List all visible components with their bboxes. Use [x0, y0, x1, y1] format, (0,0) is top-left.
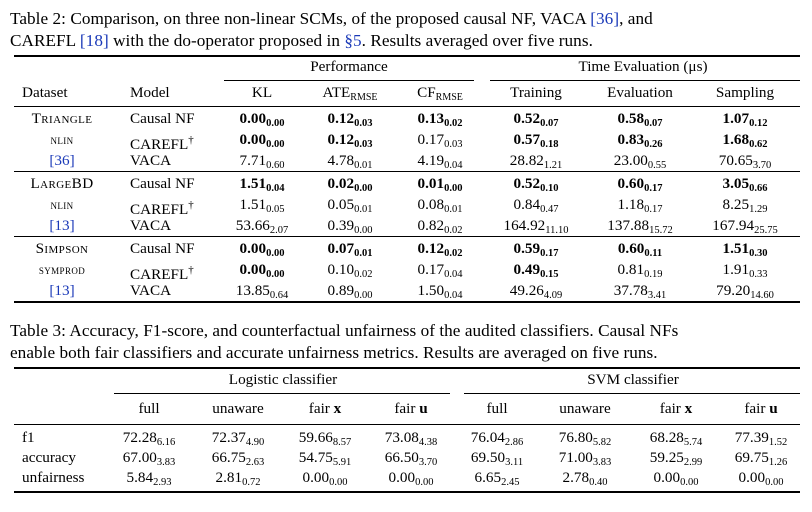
metric-value: $37.78_{3.41}$ [613, 282, 667, 301]
dataset-citation[interactable]: [36] [49, 152, 75, 169]
table2-group-rule-2 [14, 236, 800, 237]
metric-value: $54.75_{5.91}$ [298, 449, 352, 468]
metric-value: $71.00_{3.83}$ [558, 449, 612, 468]
metric-value: $0.00_{0.00}$ [653, 469, 699, 488]
metric-value: $0.02_{0.00}$ [327, 175, 373, 194]
model-name: CAREFL† [130, 264, 194, 283]
header-training: Training [510, 84, 562, 101]
table2-header-rule [14, 106, 800, 107]
metric-value: $0.00_{0.00}$ [388, 469, 434, 488]
metric-value: $6.65_{2.45}$ [474, 469, 520, 488]
header-sampling: Sampling [715, 84, 775, 101]
metric-value: $1.51_{0.05}$ [239, 196, 285, 215]
metric-value: $0.10_{0.02}$ [327, 261, 373, 280]
metric-value: $5.84_{2.93}$ [126, 469, 172, 488]
column-header: full [486, 400, 508, 417]
metric-value: $1.50_{0.04}$ [417, 282, 463, 301]
model-name: Causal NF [130, 240, 195, 257]
metric-value: $68.28_{5.74}$ [649, 429, 703, 448]
header-evaluation: Evaluation [607, 84, 673, 101]
caption-text: Table 3: Accuracy, F1-score, and counterfactual unfairness of the audited classifiers. Causal NFs [10, 321, 679, 340]
dataset-variant: nlin [50, 197, 74, 212]
metric-value: $0.17_{0.03}$ [417, 131, 463, 150]
metric-value: $7.71_{0.60}$ [239, 152, 285, 171]
metric-value: $0.01_{0.00}$ [417, 175, 463, 194]
citation-link[interactable]: [36] [590, 9, 620, 28]
table2-caption [10, 8, 802, 52]
metric-value: $0.84_{0.47}$ [513, 196, 559, 215]
dataset-variant: nlin [50, 132, 74, 147]
metric-value: $4.78_{0.01}$ [327, 152, 373, 171]
metric-value: $0.49_{0.15}$ [513, 261, 559, 280]
column-header: unaware [212, 400, 264, 417]
metric-value: $0.52_{0.10}$ [513, 175, 559, 194]
table2-top-rule [14, 55, 800, 57]
metric-value: $28.82_{1.21}$ [509, 152, 563, 171]
model-name: CAREFL† [130, 134, 194, 153]
metric-value: $0.60_{0.11}$ [617, 240, 663, 259]
dataset-name: Simpson [35, 240, 89, 257]
column-header: fair u [394, 400, 428, 417]
caption-text: enable both fair classifiers and accurate unfairness metrics. Results are averaged on five runs. [10, 343, 658, 362]
metric-value: $77.39_{1.52}$ [734, 429, 788, 448]
metric-value: $2.81_{0.72}$ [215, 469, 261, 488]
metric-value: $0.57_{0.18}$ [513, 131, 559, 150]
metric-value: $0.39_{0.00}$ [327, 217, 373, 236]
header-model: Model [130, 84, 170, 101]
metric-value: $0.12_{0.03}$ [327, 110, 373, 129]
metric-value: $0.08_{0.01}$ [417, 196, 463, 215]
model-name: Causal NF [130, 175, 195, 192]
caption-text: Table 2: Comparison, on three non-linear SCMs, of the proposed causal NF, VACA [10, 9, 591, 28]
metric-value: $13.85_{0.64}$ [235, 282, 289, 301]
table3-header-rule [14, 424, 800, 425]
model-name: Causal NF [130, 110, 195, 127]
header-dataset: Dataset [22, 84, 68, 101]
header-kl: KL [251, 84, 273, 101]
metric-value: $70.65_{3.70}$ [718, 152, 772, 171]
row-label: unfairness [22, 469, 85, 486]
metric-value: $79.20_{14.60}$ [716, 282, 774, 301]
metric-value: $0.83_{0.26}$ [617, 131, 663, 150]
column-header: fair u [744, 400, 778, 417]
metric-value: $0.00_{0.00}$ [239, 110, 285, 129]
header-svm-classifier: SVM classifier [587, 371, 679, 388]
metric-value: $0.60_{0.17}$ [617, 175, 663, 194]
metric-value: $0.89_{0.00}$ [327, 282, 373, 301]
metric-value: $0.00_{0.00}$ [239, 261, 285, 280]
metric-value: $0.17_{0.04}$ [417, 261, 463, 280]
metric-value: $2.78_{0.40}$ [562, 469, 608, 488]
metric-value: $76.80_{5.82}$ [558, 429, 612, 448]
metric-value: $0.81_{0.19}$ [617, 261, 663, 280]
metric-value: $59.66_{8.57}$ [298, 429, 352, 448]
metric-value: $23.00_{0.55}$ [613, 152, 667, 171]
header-ate: ATERMSE [322, 84, 378, 103]
metric-value: $67.00_{3.83}$ [122, 449, 176, 468]
column-header: fair x [308, 400, 342, 417]
row-label: accuracy [22, 449, 76, 466]
metric-value: $0.13_{0.02}$ [417, 110, 463, 129]
metric-value: $1.91_{0.33}$ [722, 261, 768, 280]
row-label: f1 [22, 429, 35, 446]
caption-text: with the do-operator proposed in [108, 31, 345, 50]
metric-value: $3.05_{0.66}$ [722, 175, 768, 194]
caption-text: CAREFL [10, 31, 80, 50]
metric-value: $8.25_{1.29}$ [722, 196, 768, 215]
metric-value: $0.12_{0.03}$ [327, 131, 373, 150]
table2-group-rule-1 [14, 171, 800, 172]
table2-bottom-rule [14, 301, 800, 303]
metric-value: $0.05_{0.01}$ [327, 196, 373, 215]
metric-value: $137.88_{15.72}$ [607, 217, 673, 236]
metric-value: $69.75_{1.26}$ [734, 449, 788, 468]
metric-value: $4.19_{0.04}$ [417, 152, 463, 171]
metric-value: $0.00_{0.00}$ [239, 131, 285, 150]
column-header: fair x [659, 400, 693, 417]
metric-value: $0.58_{0.07}$ [617, 110, 663, 129]
metric-value: $72.37_{4.90}$ [211, 429, 265, 448]
metric-value: $0.00_{0.00}$ [738, 469, 784, 488]
model-name: VACA [130, 152, 172, 169]
table3-top-rule [14, 367, 800, 369]
dataset-name: LargeBD [30, 175, 94, 192]
caption-text: , and [619, 9, 653, 28]
section-link[interactable]: §5 [344, 31, 362, 50]
header-time-evaluation: Time Evaluation (μs) [578, 58, 708, 75]
metric-value: $0.12_{0.02}$ [417, 240, 463, 259]
metric-value: $1.68_{0.62}$ [722, 131, 768, 150]
model-name: VACA [130, 282, 172, 299]
dataset-citation[interactable]: [13] [49, 282, 75, 299]
metric-value: $66.50_{3.70}$ [384, 449, 438, 468]
metric-value: $1.51_{0.30}$ [722, 240, 768, 259]
metric-value: $76.04_{2.86}$ [470, 429, 524, 448]
dataset-name: Triangle [31, 110, 93, 127]
time-group-rule [490, 80, 800, 81]
caption-text: . Results averaged over five runs. [361, 31, 593, 50]
column-header: unaware [559, 400, 611, 417]
metric-value: $1.18_{0.17}$ [617, 196, 663, 215]
metric-value: $0.00_{0.00}$ [302, 469, 348, 488]
header-performance: Performance [310, 58, 388, 75]
metric-value: $59.25_{2.99}$ [649, 449, 703, 468]
logistic-group-rule [114, 393, 450, 394]
citation-link[interactable]: [18] [79, 31, 109, 50]
metric-value: $49.26_{4.09}$ [509, 282, 563, 301]
metric-value: $164.92_{11.10}$ [503, 217, 569, 236]
metric-value: $0.52_{0.07}$ [513, 110, 559, 129]
model-name: VACA [130, 217, 172, 234]
metric-value: $167.94_{25.75}$ [712, 217, 778, 236]
metric-value: $1.51_{0.04}$ [239, 175, 285, 194]
dataset-citation[interactable]: [13] [49, 217, 75, 234]
metric-value: $72.28_{6.16}$ [122, 429, 176, 448]
header-cf: CFRMSE [417, 84, 463, 103]
metric-value: $0.07_{0.01}$ [327, 240, 373, 259]
metric-value: $0.82_{0.02}$ [417, 217, 463, 236]
dataset-variant: symprod [38, 262, 86, 277]
metric-value: $69.50_{3.11}$ [470, 449, 524, 468]
performance-group-rule [224, 80, 474, 81]
metric-value: $73.08_{4.38}$ [384, 429, 438, 448]
metric-value: $66.75_{2.63}$ [211, 449, 265, 468]
metric-value: $53.66_{2.07}$ [235, 217, 289, 236]
metric-value: $0.00_{0.00}$ [239, 240, 285, 259]
metric-value: $1.07_{0.12}$ [722, 110, 768, 129]
metric-value: $0.59_{0.17}$ [513, 240, 559, 259]
column-header: full [138, 400, 160, 417]
model-name: CAREFL† [130, 199, 194, 218]
header-logistic-classifier: Logistic classifier [228, 371, 338, 388]
svm-group-rule [464, 393, 800, 394]
table3-caption [10, 320, 802, 364]
